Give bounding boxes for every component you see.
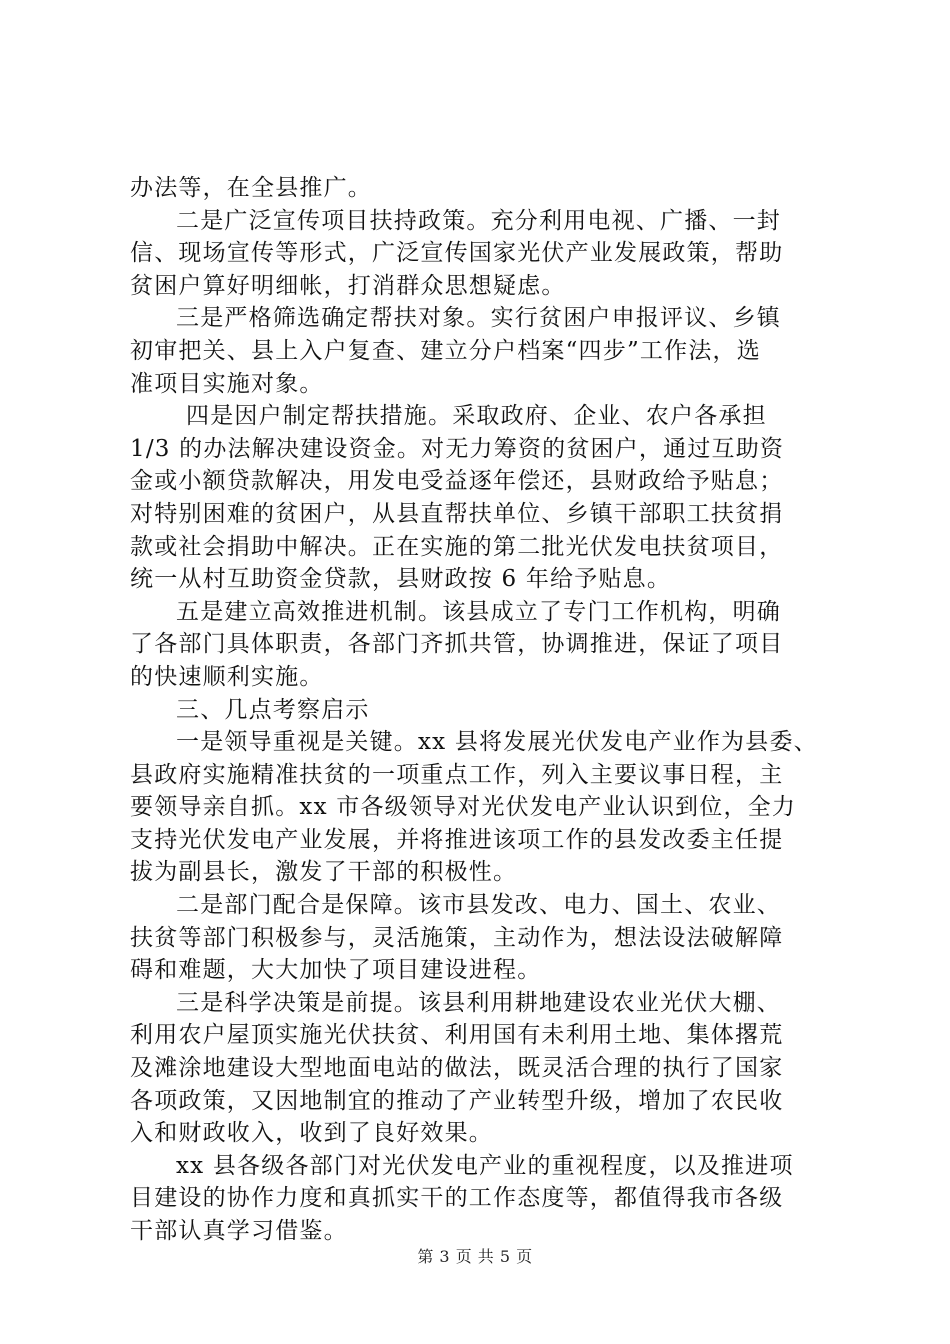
- text-line: 干部认真学习借鉴。: [130, 1218, 348, 1244]
- text-line: 要领导亲自抓。xx 市各级领导对光伏发电产业认识到位，全力: [130, 794, 797, 821]
- text-line: 利用农户屋顶实施光伏扶贫、利用国有未利用土地、集体撂荒: [130, 1022, 784, 1049]
- text-line: 碍和难题，大大加快了项目建设进程。: [130, 957, 542, 984]
- text-line: 县政府实施精准扶贫的一项重点工作，列入主要议事日程，主: [130, 761, 784, 788]
- text-line: 款或社会捐助中解决。正在实施的第二批光伏发电扶贫项目，: [130, 533, 784, 560]
- text-line: 五是建立高效推进机制。该县成立了专门工作机构，明确: [176, 598, 781, 625]
- text-line: 各项政策，又因地制宜的推动了产业转型升级，增加了农民收: [130, 1087, 784, 1114]
- text-line: 贫困户算好明细帐，打消群众思想疑虑。: [130, 272, 566, 299]
- text-line: 金或小额贷款解决，用发电受益逐年偿还，县财政给予贴息；: [130, 468, 784, 495]
- text-line: 扶贫等部门积极参与，灵活施策，主动作为，想法设法破解障: [130, 924, 784, 951]
- text-line: 对特别困难的贫困户，从县直帮扶单位、乡镇干部职工扶贫捐: [130, 500, 784, 527]
- text-line: 初审把关、县上入户复查、建立分户档案“四步”工作法，选: [130, 337, 761, 364]
- text-line: 的快速顺利实施。: [130, 663, 324, 690]
- text-line: 支持光伏发电产业发展，并将推进该项工作的县发改委主任提: [130, 826, 784, 853]
- text-line: 二是部门配合是保障。该市县发改、电力、国土、农业、: [176, 892, 781, 919]
- text-line: 信、现场宣传等形式，广泛宣传国家光伏产业发展政策，帮助: [130, 240, 784, 267]
- text-line: 统一从村互助资金贷款，县财政按 6 年给予贴息。: [130, 566, 672, 593]
- section-heading: 三、几点考察启示: [176, 696, 370, 723]
- text-line: 一是领导重视是关键。xx 县将发展光伏发电产业作为县委、: [176, 729, 818, 756]
- text-line: 三是严格筛选确定帮扶对象。实行贫困户申报评议、乡镇: [176, 305, 781, 332]
- text-line: xx 县各级各部门对光伏发电产业的重视程度，以及推进项: [176, 1152, 794, 1179]
- body-text: [130, 172, 830, 1248]
- text-line: 入和财政收入，收到了良好效果。: [130, 1120, 493, 1147]
- text-line: 及滩涂地建设大型地面电站的做法，既灵活合理的执行了国家: [130, 1055, 784, 1082]
- text-line: 办法等，在全县推广。: [130, 175, 372, 201]
- text-line: 目建设的协作力度和真抓实干的工作态度等，都值得我市各级: [130, 1185, 784, 1212]
- text-line: 了各部门具体职责，各部门齐抓共管，协调推进，保证了项目: [130, 631, 784, 658]
- page-number-footer: 第 3 页 共 5 页: [417, 1247, 533, 1266]
- text-line: 二是广泛宣传项目扶持政策。充分利用电视、广播、一封: [176, 207, 781, 234]
- text-line: 拔为副县长，激发了干部的积极性。: [130, 859, 518, 886]
- text-line: 准项目实施对象。: [130, 370, 324, 397]
- text-line: 三是科学决策是前提。该县利用耕地建设农业光伏大棚、: [176, 989, 781, 1016]
- text-line: 1/3 的办法解决建设资金。对无力筹资的贫困户，通过互助资: [130, 435, 785, 462]
- text-line: 四是因户制定帮扶措施。采取政府、企业、农户各承担: [186, 403, 767, 430]
